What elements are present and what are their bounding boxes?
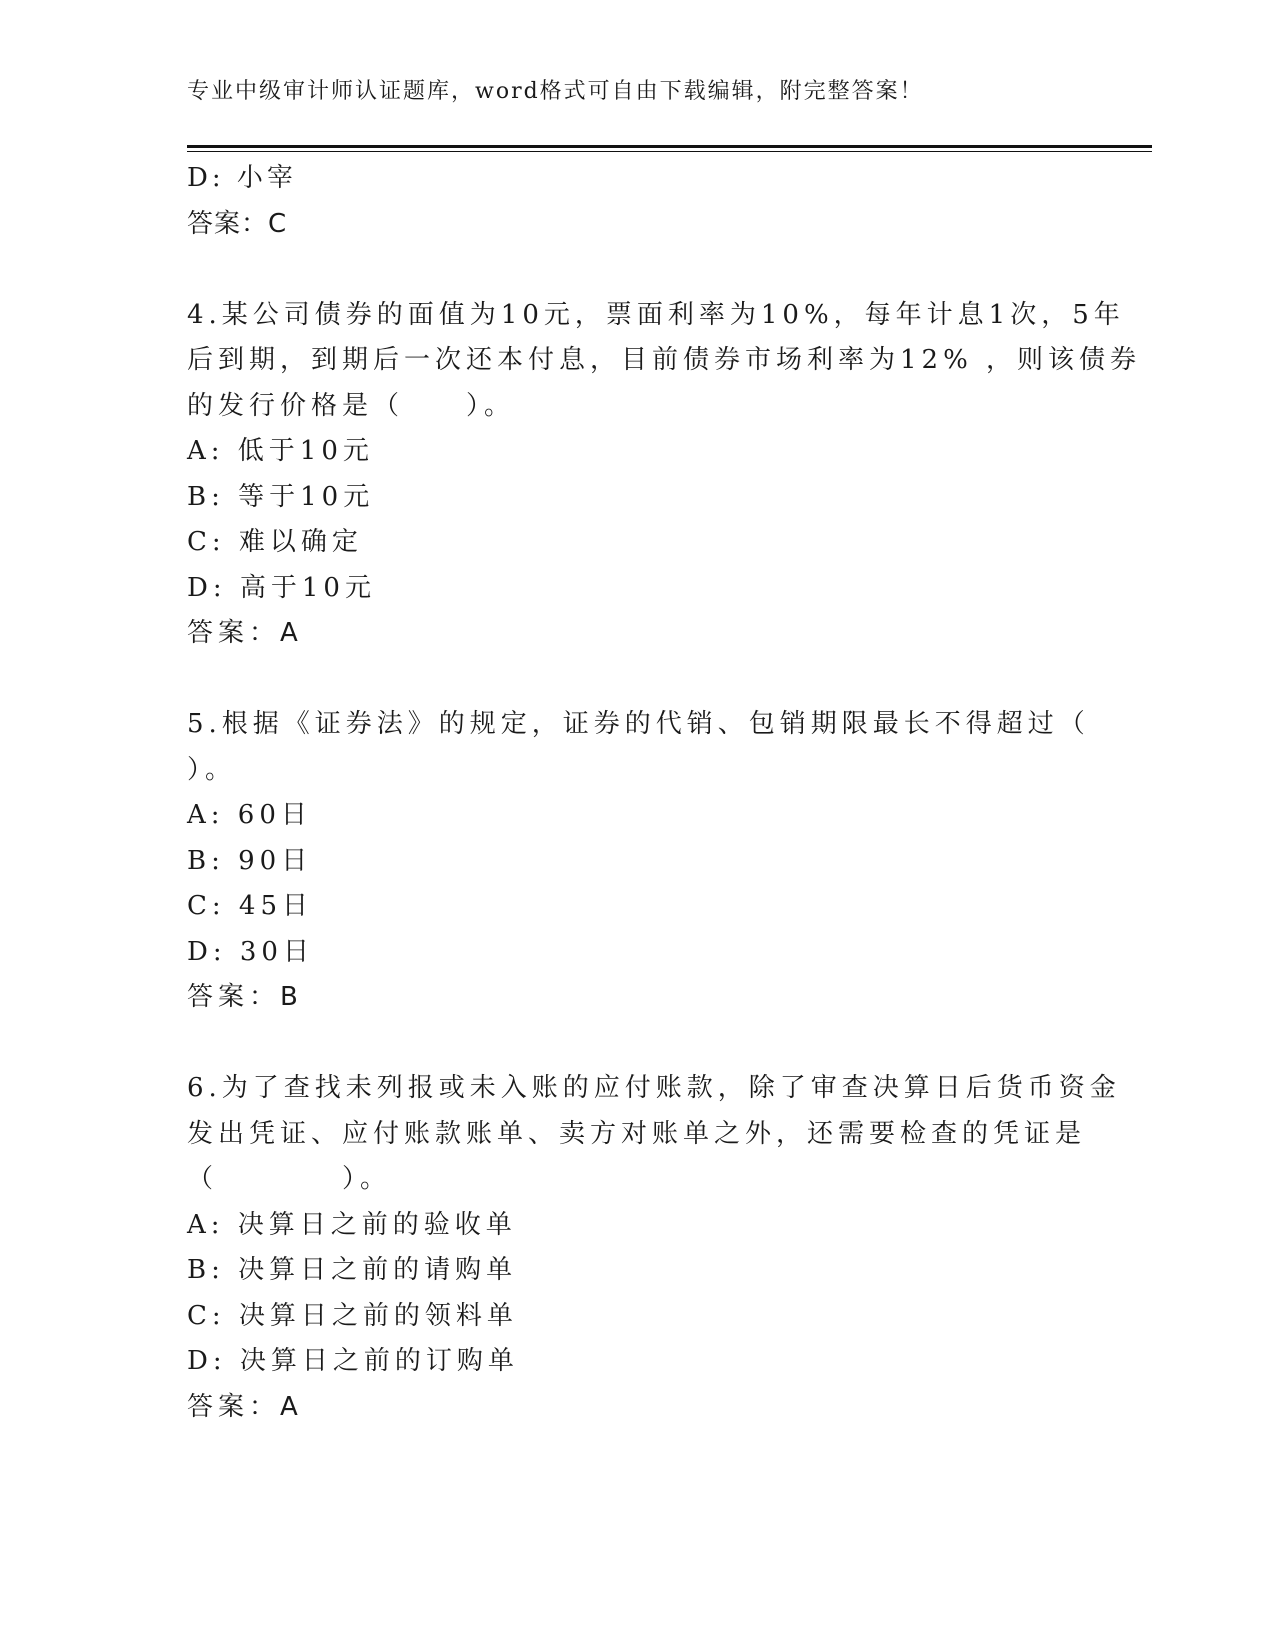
question-6-text-line-1: 6.为了查找未列报或未入账的应付账款，除了审查决算日后货币资金	[187, 1073, 1121, 1103]
question-4-option-c: C: 难以确定	[187, 527, 363, 557]
question-4-option-a: A: 低于10元	[187, 436, 374, 466]
question-4-option-b: B: 等于10元	[187, 481, 375, 512]
question-6-text-line-2: 发出凭证、应付账款账单、卖方对账单之外，还需要检查的凭证是	[187, 1118, 1087, 1149]
page-header: 专业中级审计师认证题库，word格式可自由下载编辑，附完整答案！	[187, 79, 924, 104]
question-6-option-a: A: 决算日之前的验收单	[187, 1209, 517, 1240]
prev-answer: 答案：C	[187, 208, 288, 239]
spacer	[187, 247, 1087, 293]
header-rule-thick	[187, 145, 1152, 148]
prev-option-d: D: 小宰	[187, 163, 297, 193]
question-5-option-a: A: 60日	[187, 800, 312, 830]
question-4-text-line-3: 的发行价格是（ ）。	[187, 390, 516, 421]
question-6-option-d: D: 决算日之前的订购单	[187, 1346, 519, 1376]
question-5-option-b: B: 90日	[187, 845, 313, 876]
spacer	[187, 657, 1087, 703]
question-list	[187, 156, 1142, 1430]
question-6-option-b: B: 决算日之前的请购单	[187, 1255, 518, 1285]
question-5-text-line-1: 5.根据《证券法》的规定，证券的代销、包销期限最长不得超过（	[187, 709, 1090, 739]
question-4-answer: 答案：A	[187, 618, 303, 648]
question-5-answer: 答案：B	[187, 982, 303, 1012]
question-6-answer: 答案：A	[187, 1391, 303, 1422]
question-6-text-line-3: （ ）。	[187, 1164, 392, 1194]
question-6-option-c: C: 决算日之前的领料单	[187, 1300, 518, 1331]
spacer	[187, 1021, 1087, 1067]
question-6	[187, 1066, 1121, 1430]
question-5-text-line-2: ）。	[187, 754, 237, 785]
question-5	[187, 702, 1090, 1021]
question-4-option-d: D: 高于10元	[187, 572, 376, 603]
question-4-text-line-1: 4.某公司债券的面值为10元，票面利率为10%，每年计息1次，5年	[187, 299, 1125, 330]
question-5-option-c: C: 45日	[187, 891, 314, 921]
question-4	[187, 293, 1142, 657]
question-5-option-d: D: 30日	[187, 936, 314, 967]
question-4-text-line-2: 后到期，到期后一次还本付息，目前债券市场利率为12% ，则该债券	[187, 345, 1142, 375]
header-rule-thin	[187, 151, 1152, 152]
